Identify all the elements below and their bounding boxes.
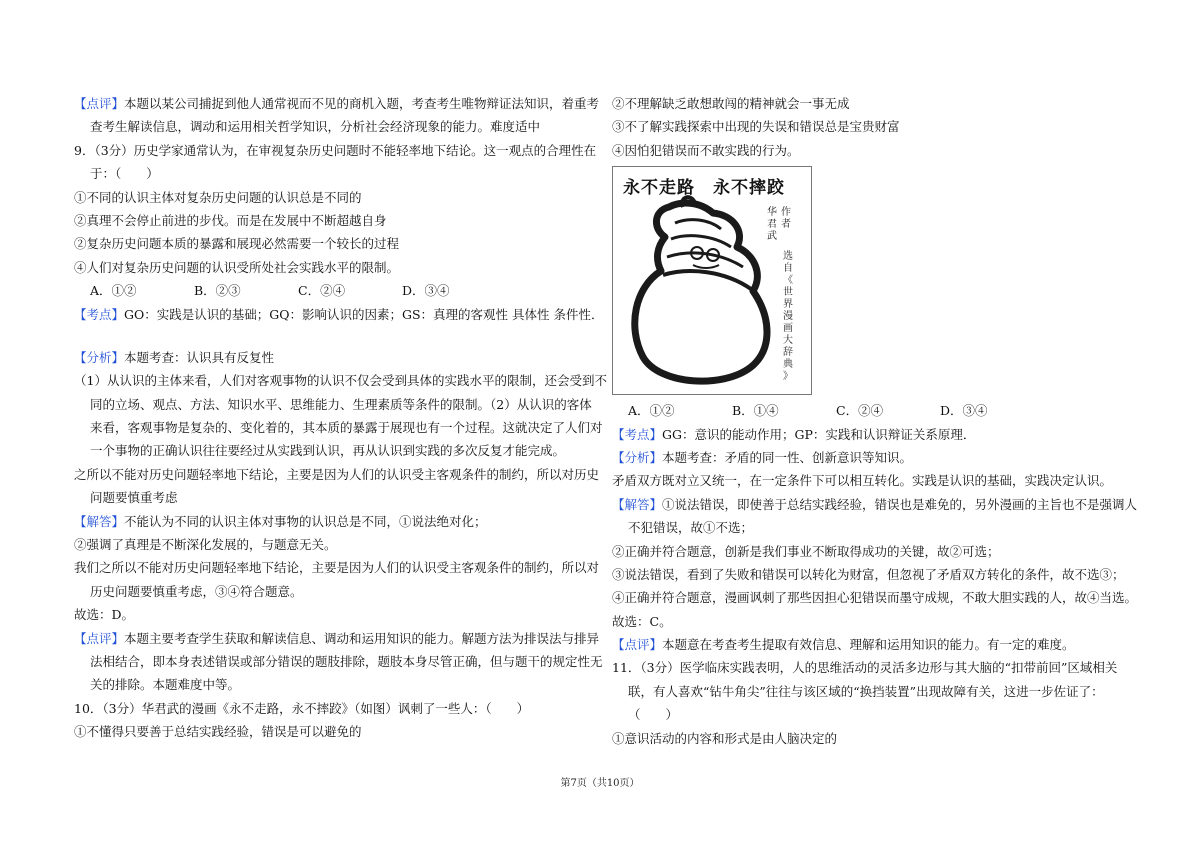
question-10-item: ①不懂得只要善于总结实践经验，错误是可以避免的 bbox=[74, 724, 362, 740]
knowledge-point bbox=[612, 423, 1132, 446]
comment-line: 关的排除。本题难度中等。 bbox=[90, 677, 241, 693]
knowledge-point bbox=[74, 303, 604, 326]
svg-text:》: 》 bbox=[783, 371, 793, 383]
option-a: A．①② bbox=[90, 283, 137, 299]
analysis-line: （1）从认识的主体来看，人们对客观事物的认识不仅会受到具体的实践水平的限制，还会受到不 bbox=[74, 373, 607, 389]
knowledge-tag: 【考点】 bbox=[612, 426, 663, 442]
comment-line: 查考生解读信息，调动和运用相关哲学知识，分析社会经济现象的能力。难度适中 bbox=[90, 119, 541, 135]
answer-line: 不犯错误，故①不选； bbox=[628, 520, 754, 536]
question-10-item: ②不理解缺乏敢想敢闯的精神就会一事无成 bbox=[612, 96, 850, 111]
analysis-line: 来看，客观事物是复杂的、变化着的，其本质的暴露于展现也有一个过程。这就决定了人们对 bbox=[90, 420, 603, 436]
analysis-text: 本题考查：认识具有反复性 bbox=[124, 349, 275, 365]
svg-text:君: 君 bbox=[767, 219, 777, 231]
comment-line bbox=[74, 627, 600, 650]
question-11-item: ①意识活动的内容和形式是由人脑决定的 bbox=[612, 730, 838, 746]
knowledge-tag: 【考点】 bbox=[74, 306, 125, 322]
comment-text: 本题以某公司捕捉到他人通常视而不见的商机入题，考查考生唯物辩证法知识，着重考 bbox=[124, 96, 600, 111]
answer-tag: 【解答】 bbox=[612, 496, 663, 512]
analysis-line: 一个事物的正确认识往往要经过从实践到认识，再从认识到实践的多次反复才能完成。 bbox=[90, 443, 566, 459]
svg-text:界: 界 bbox=[783, 299, 793, 311]
knowledge-text: GG：意识的能动作用；GP：实践和认识辩证关系原理． bbox=[662, 426, 976, 442]
analysis-line: 之所以不能对历史问题轻率地下结论，主要是因为人们的认识受主客观条件的制约，所以对历史 bbox=[74, 466, 600, 482]
svg-text:世: 世 bbox=[783, 287, 793, 299]
cartoon-drawing bbox=[613, 167, 811, 394]
svg-text:自: 自 bbox=[783, 263, 793, 275]
right-column bbox=[612, 92, 1138, 750]
svg-text:画: 画 bbox=[783, 323, 793, 335]
answer-line: ③说法错误，看到了失败和错误可以转化为财富，但忽视了矛盾双方转化的条件，故不选③； bbox=[612, 566, 1125, 582]
answer-line bbox=[74, 510, 594, 533]
svg-text:者: 者 bbox=[781, 219, 791, 231]
option-a: A．①② bbox=[628, 403, 675, 419]
answer-text: ①说法错误，即使善于总结实践经验，错误也是难免的，另外漫画的主旨也不是强调人 bbox=[662, 496, 1138, 512]
svg-text:典: 典 bbox=[783, 359, 793, 371]
answer-line: ④正确并符合题意，漫画讽刺了那些因担心犯错误而墨守成规，不敢大胆实践的人，故④当选。 bbox=[612, 590, 1138, 606]
svg-text:漫: 漫 bbox=[783, 311, 793, 323]
analysis-tag: 【分析】 bbox=[612, 449, 663, 465]
comment-line bbox=[612, 633, 1132, 656]
cartoon-image bbox=[612, 166, 812, 395]
left-column bbox=[74, 92, 607, 744]
answer-line bbox=[612, 493, 1138, 516]
option-d: D．③④ bbox=[402, 283, 450, 299]
option-c: C．②④ bbox=[836, 403, 884, 419]
comment-tag: 【点评】 bbox=[74, 630, 125, 646]
answer-choice: 故选：C。 bbox=[612, 613, 672, 629]
option-b: B．②③ bbox=[194, 283, 241, 299]
question-10-item: ③不了解实践探索中出现的失误和错误总是宝贵财富 bbox=[612, 119, 900, 135]
svg-text:《: 《 bbox=[783, 275, 793, 287]
answer-line: ②正确并符合题意，创新是我们事业不断取得成功的关键，故②可选； bbox=[612, 543, 1000, 559]
analysis-line: 问题要慎重考虑 bbox=[90, 490, 178, 506]
comment-text: 本题意在考查考生提取有效信息、理解和运用知识的能力。有一定的难度。 bbox=[662, 637, 1075, 653]
answer-line: 我们之所以不能对历史问题轻率地下结论，主要是因为人们的认识受主客观条件的制约，所以对 bbox=[74, 560, 600, 576]
comment-text: 本题主要考查学生获取和解读信息、调动和运用知识的能力。解题方法为排误法与排异 bbox=[124, 630, 600, 646]
cartoon-caption-col: 作 bbox=[781, 207, 791, 219]
knowledge-text: GO：实践是认识的基础；GQ：影响认识的因素；GS：真理的客观性 具体性 条件性． bbox=[124, 306, 604, 322]
svg-text:辞: 辞 bbox=[783, 347, 793, 359]
comment-line bbox=[74, 92, 600, 115]
analysis-line bbox=[74, 346, 594, 369]
question-10-item: ④因怕犯错误而不敢实践的行为。 bbox=[612, 142, 800, 158]
question-9-item: ④人们对复杂历史问题的认识受所处社会实践水平的限制。 bbox=[74, 259, 400, 275]
question-9-item: ①不同的认识主体对复杂历史问题的认识总是不同的 bbox=[74, 189, 362, 205]
question-9-item: ②复杂历史问题本质的暴露和展现必然需要一个较长的过程 bbox=[74, 236, 400, 252]
comment-tag: 【点评】 bbox=[74, 96, 125, 111]
analysis-text: 本题考查：矛盾的同一性、创新意识等知识。 bbox=[662, 449, 913, 465]
analysis-line: 矛盾双方既对立又统一，在一定条件下可以相互转化。实践是认识的基础，实践决定认识。 bbox=[612, 473, 1113, 489]
answer-line: ②强调了真理是不断深化发展的，与题意无关。 bbox=[74, 537, 337, 553]
option-d: D．③④ bbox=[940, 403, 988, 419]
svg-text:武: 武 bbox=[767, 231, 777, 243]
answer-choice: 故选：D。 bbox=[74, 607, 135, 623]
answer-tag: 【解答】 bbox=[74, 513, 125, 529]
option-b: B．①④ bbox=[732, 403, 779, 419]
question-11-stem: 11．（3分）医学临床实践表明，人的思维活动的灵活多边形与其大脑的“扣带前回”区域相关 bbox=[612, 660, 1118, 676]
svg-text:华: 华 bbox=[767, 207, 777, 219]
svg-text:选: 选 bbox=[783, 251, 793, 263]
comment-line: 法相结合，即本身表述错误或部分错误的题肢排除，题肢本身尽管正确，但与题干的规定性无 bbox=[90, 653, 603, 669]
question-9-stem: 9．（3分）历史学家通常认为，在审视复杂历史问题时不能轻率地下结论。这一观点的合理性在 bbox=[74, 142, 597, 158]
answer-text: 不能认为不同的认识主体对事物的认识总是不同，①说法绝对化； bbox=[124, 513, 487, 529]
page-footer: 第7页（共10页） bbox=[560, 778, 640, 789]
answer-line: 历史问题要慎重考虑，③④符合题意。 bbox=[90, 583, 303, 599]
question-10-stem: 10．（3分）华君武的漫画《永不走路，永不摔跤》（如图）讽刺了一些人：（ ） bbox=[74, 700, 530, 716]
analysis-line: 同的立场、观点、方法、知识水平、思维能力、生理素质等条件的限制。（2）从认识的客体 bbox=[90, 396, 592, 412]
question-11-stem-cont: （ ） bbox=[628, 707, 679, 723]
cartoon-title: 永不走路 永不摔跤 bbox=[623, 178, 785, 199]
svg-text:大: 大 bbox=[783, 335, 793, 347]
question-11-stem-cont: 联，有人喜欢“钻牛角尖”往往与该区域的“换挡装置”出现故障有关，这进一步佐证了： bbox=[628, 683, 1104, 699]
question-9-stem-cont: 于：（ ） bbox=[90, 166, 159, 182]
comment-tag: 【点评】 bbox=[612, 637, 663, 653]
question-9-options bbox=[74, 279, 594, 302]
analysis-line bbox=[612, 446, 1132, 469]
question-10-options bbox=[612, 399, 1132, 422]
option-c: C．②④ bbox=[298, 283, 346, 299]
question-9-item: ②真理不会停止前进的步伐。而是在发展中不断超越自身 bbox=[74, 212, 387, 228]
analysis-tag: 【分析】 bbox=[74, 349, 125, 365]
